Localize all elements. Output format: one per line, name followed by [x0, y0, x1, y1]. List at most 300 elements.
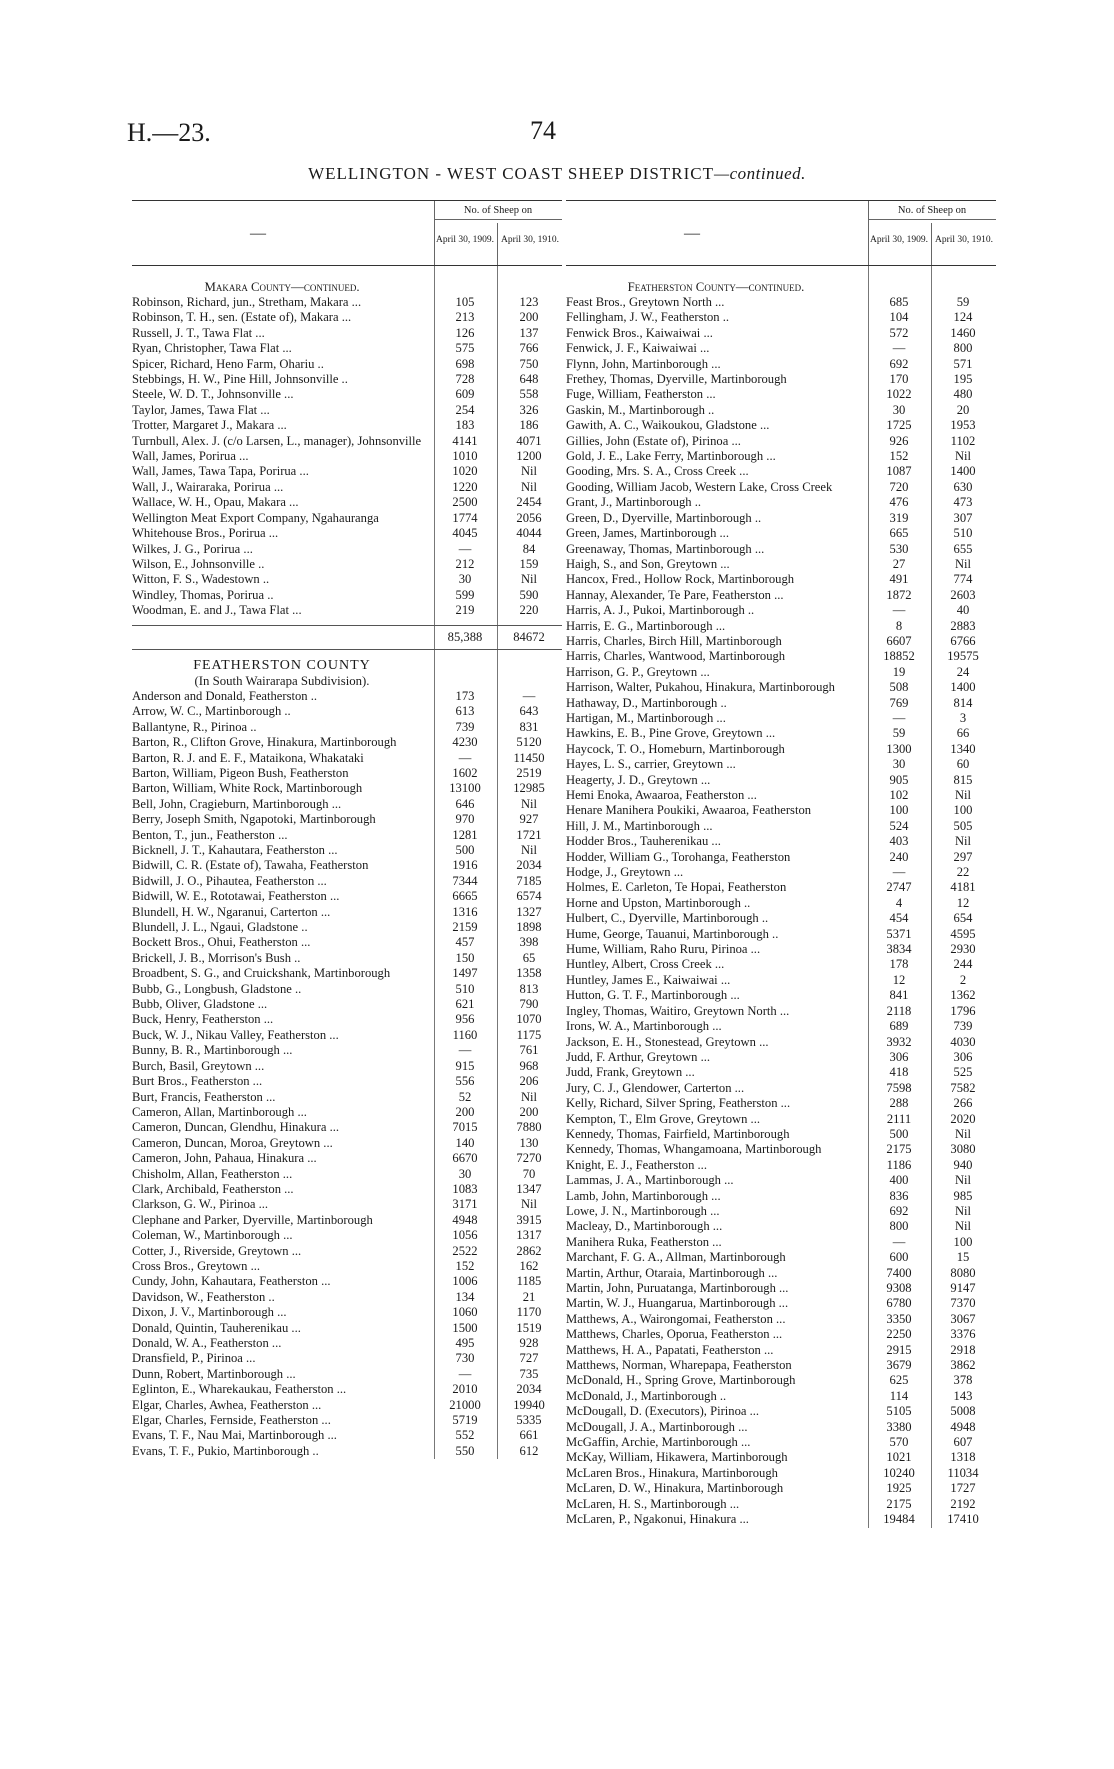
owner-name: Judd, F. Arthur, Greytown ...	[566, 1049, 711, 1064]
table-row	[132, 1197, 562, 1212]
sheep-1909: 21000	[449, 1397, 481, 1412]
sheep-1910: 220	[519, 603, 539, 618]
sheep-1910: 654	[953, 911, 973, 926]
sheep-1909: 508	[889, 680, 909, 695]
sheep-1909: 720	[889, 479, 909, 494]
table-row	[132, 1351, 562, 1366]
owner-name: Matthews, Charles, Oporua, Featherston ...	[566, 1327, 783, 1342]
sheep-1910: 2192	[950, 1496, 976, 1511]
owner-name: Green, James, Martinborough ...	[566, 526, 729, 541]
table-row	[132, 511, 562, 526]
owner-name: Eglinton, E., Wharekaukau, Featherston ...	[132, 1382, 347, 1397]
sheep-1909: 2522	[452, 1243, 478, 1258]
sheep-1910: 1200	[516, 449, 542, 464]
sheep-1909: 18852	[883, 649, 915, 664]
sheep-1910: 6766	[950, 633, 976, 648]
owner-name: Clark, Archibald, Featherston ...	[132, 1181, 294, 1196]
sheep-1909: 457	[455, 935, 475, 950]
header-dash: —	[684, 225, 700, 242]
table-row	[566, 1158, 996, 1173]
owner-name: Wall, James, Tawa Tapa, Porirua ...	[132, 464, 309, 479]
owner-name: Hannay, Alexander, Te Pare, Featherston ...	[566, 587, 784, 602]
total-1910: 84672	[513, 629, 545, 644]
sheep-1910: 266	[953, 1096, 973, 1111]
owner-name: Matthews, H. A., Papatati, Featherston ...	[566, 1342, 774, 1357]
header-no-of-sheep: No. of Sheep on	[868, 205, 996, 220]
owner-name: Cameron, John, Pahaua, Hinakura ...	[132, 1151, 317, 1166]
owner-name: Anderson and Donald, Featherston ..	[132, 688, 318, 703]
sheep-1909: 213	[455, 310, 475, 325]
sheep-1910: 11450	[513, 750, 545, 765]
owner-name: Kempton, T., Elm Grove, Greytown ...	[566, 1111, 761, 1126]
table-row	[132, 874, 562, 889]
sheep-1909: 152	[455, 1258, 475, 1273]
sheep-1909: 1186	[886, 1157, 912, 1172]
owner-name: Donald, Quintin, Tauherenikau ...	[132, 1320, 301, 1335]
sheep-1910: Nil	[520, 479, 538, 494]
sheep-1910: 800	[953, 341, 973, 356]
sheep-1909: 2500	[452, 495, 478, 510]
owner-name: Wellington Meat Export Company, Ngahauranga	[132, 510, 379, 525]
sheep-1909: 1083	[452, 1181, 478, 1196]
table-row	[132, 797, 562, 812]
table-row	[132, 720, 562, 735]
table-row	[132, 689, 562, 704]
table-row	[566, 480, 996, 495]
sheep-1909: 6607	[886, 633, 912, 648]
owner-name: Horne and Upston, Martinborough ..	[566, 895, 751, 910]
owner-name: Fellingham, J. W., Featherston ..	[566, 310, 730, 325]
sheep-1909: 728	[455, 372, 475, 387]
owner-name: Holmes, E. Carleton, Te Hopai, Featherston	[566, 880, 787, 895]
owner-name: Cross Bros., Greytown ...	[132, 1258, 261, 1273]
sheep-1910: 739	[953, 1019, 973, 1034]
table-row	[566, 788, 996, 803]
table-row	[566, 911, 996, 926]
owner-name: Fenwick Bros., Kaiwaiwai ...	[566, 325, 713, 340]
owner-name: Hartigan, M., Martinborough ...	[566, 710, 726, 725]
table-row	[132, 1444, 562, 1459]
owner-name: Jackson, E. H., Stonestead, Greytown ...	[566, 1034, 769, 1049]
owner-name: McLaren Bros., Hinakura, Martinborough	[566, 1465, 778, 1480]
sheep-1909: 12	[892, 972, 906, 987]
owner-name: McLaren, D. W., Hinakura, Martinborough	[566, 1481, 784, 1496]
table-row	[566, 357, 996, 372]
owner-name: Burch, Basil, Greytown ...	[132, 1058, 265, 1073]
sheep-1909: 836	[889, 1188, 909, 1203]
sheep-1909: 30	[458, 572, 472, 587]
owner-name: Bicknell, J. T., Kahautara, Featherston ...	[132, 843, 338, 857]
table-row	[566, 619, 996, 634]
sheep-1909: 1010	[452, 449, 478, 464]
owner-name: Wall, James, Porirua ...	[132, 449, 249, 464]
table-row	[132, 341, 562, 356]
owner-name: Trotter, Margaret J., Makara ...	[132, 418, 287, 433]
sheep-1910: 2603	[950, 587, 976, 602]
sheep-1910: 40	[956, 603, 970, 618]
table-row	[566, 711, 996, 726]
sheep-1909: 692	[889, 1203, 909, 1218]
table-row	[566, 295, 996, 310]
section-heading-featherston: FEATHERSTON COUNTY	[193, 657, 371, 673]
owner-name: Harris, A. J., Pukoi, Martinborough ..	[566, 603, 755, 618]
sheep-1909: 552	[455, 1428, 475, 1443]
owner-name: Wall, J., Wairaraka, Porirua ...	[132, 479, 284, 494]
table-row	[132, 1367, 562, 1382]
owner-name: McDougall, D. (Executors), Pirinoa ...	[566, 1404, 760, 1419]
sheep-1909: 1602	[452, 765, 478, 780]
table-row	[132, 1059, 562, 1074]
owner-name: Bubb, G., Longbush, Gladstone ..	[132, 981, 302, 996]
table-row	[132, 982, 562, 997]
sheep-1909: 1160	[452, 1027, 478, 1042]
table-row	[132, 1259, 562, 1274]
owner-name: Matthews, A., Wairongomai, Featherston ...	[566, 1311, 786, 1326]
sheep-1909: 4045	[452, 526, 478, 541]
sheep-1909: 1220	[452, 479, 478, 494]
table-row	[566, 1142, 996, 1157]
sheep-1910: 8080	[950, 1265, 976, 1280]
sheep-1910: Nil	[520, 572, 538, 587]
owner-name: Cundy, John, Kahautara, Featherston ...	[132, 1274, 331, 1289]
table-row	[566, 341, 996, 356]
table-row	[566, 896, 996, 911]
sheep-1909: 2175	[886, 1496, 912, 1511]
owner-name: Heagerty, J. D., Greytown ...	[566, 772, 711, 787]
sheep-1909: 2175	[886, 1142, 912, 1157]
owner-name: Woodman, E. and J., Tawa Flat ...	[132, 603, 302, 618]
sheep-1910: 5120	[516, 735, 542, 750]
table-row	[132, 542, 562, 557]
owner-name: Haigh, S., and Son, Greytown ...	[566, 556, 730, 571]
total-row	[132, 625, 562, 650]
sheep-1910: Nil	[954, 449, 972, 464]
sheep-1910: 2056	[516, 510, 542, 525]
owner-name: Hume, George, Tauanui, Martinborough ..	[566, 926, 779, 941]
table-row	[132, 310, 562, 325]
table-row	[566, 726, 996, 741]
sheep-1910: 1318	[950, 1450, 976, 1465]
sheep-1910: 100	[953, 1234, 973, 1249]
sheep-1909: 609	[455, 387, 475, 402]
table-row	[132, 1228, 562, 1243]
table-row	[132, 997, 562, 1012]
owner-name: Davidson, W., Featherston ..	[132, 1289, 275, 1304]
owner-name: Robinson, Richard, jun., Stretham, Makara ...	[132, 295, 362, 309]
table-row	[132, 557, 562, 572]
sheep-1910: 928	[519, 1336, 539, 1350]
owner-name: Manihera Ruka, Featherston ...	[566, 1234, 722, 1249]
sheep-1910: 9147	[950, 1281, 976, 1295]
sheep-1909: 2118	[886, 1003, 912, 1018]
sheep-1910: 306	[953, 1049, 973, 1064]
table-row	[566, 634, 996, 649]
sheep-1910: 19575	[947, 649, 979, 664]
sheep-1910: 7270	[516, 1151, 542, 1166]
owner-name: Fenwick, J. F., Kaiwaiwai ...	[566, 341, 710, 356]
sheep-1909: 600	[889, 1250, 909, 1265]
sheep-1909: 800	[889, 1219, 909, 1234]
sheep-1910: Nil	[954, 1219, 972, 1234]
sheep-1909: 841	[889, 988, 909, 1003]
sheep-1910: 12	[956, 895, 970, 910]
owner-name: Dunn, Robert, Martinborough ...	[132, 1366, 296, 1381]
sheep-1909: 27	[892, 556, 906, 571]
left-table	[132, 200, 562, 1459]
table-row	[132, 1305, 562, 1320]
sheep-1910: 661	[519, 1428, 539, 1443]
table-row	[566, 988, 996, 1003]
table-row	[566, 803, 996, 818]
owner-name: Bell, John, Cragieburn, Martinborough ...	[132, 796, 342, 811]
owner-name: Huntley, James E., Kaiwaiwai ...	[566, 972, 731, 987]
sheep-1910: Nil	[520, 843, 538, 857]
owner-name: Hodder, William G., Torohanga, Featherston	[566, 849, 791, 864]
sheep-1910: 814	[953, 695, 973, 710]
sheep-1910: 2883	[950, 618, 976, 633]
table-row	[566, 1343, 996, 1358]
sheep-1909: 30	[892, 402, 906, 417]
sheep-1910: 11034	[947, 1465, 979, 1480]
table-row	[132, 1182, 562, 1197]
owner-name: Taylor, James, Tawa Flat ...	[132, 402, 270, 417]
sheep-1910: 1070	[516, 1012, 542, 1027]
sheep-1909: —	[458, 1366, 472, 1381]
sheep-1909: 575	[455, 341, 475, 356]
sheep-1910: 12985	[513, 781, 545, 796]
owner-name: Bidwill, W. E., Rototawai, Featherston ...	[132, 889, 340, 904]
owner-name: McKay, William, Hikawera, Martinborough	[566, 1450, 788, 1465]
sheep-1910: 60	[956, 757, 970, 772]
owner-name: Martin, Arthur, Otaraia, Martinborough ...	[566, 1265, 778, 1280]
table-row	[132, 735, 562, 750]
table-row	[132, 326, 562, 341]
table-row	[132, 603, 562, 618]
sheep-1910: Nil	[954, 556, 972, 571]
table-row	[566, 1035, 996, 1050]
table-row	[566, 526, 996, 541]
table-row	[132, 751, 562, 766]
sheep-1910: 1796	[950, 1003, 976, 1018]
sheep-1910: 1400	[950, 464, 976, 479]
owner-name: McDonald, J., Martinborough ..	[566, 1388, 727, 1403]
sheep-1909: 570	[889, 1435, 909, 1450]
owner-name: Hume, William, Raho Ruru, Pirinoa ...	[566, 942, 761, 957]
sheep-1910: 5008	[950, 1404, 976, 1419]
owner-name: Ingley, Thomas, Waitiro, Greytown North ...	[566, 1003, 790, 1018]
sheep-1909: 970	[455, 812, 475, 827]
sheep-1909: 240	[889, 849, 909, 864]
table-row	[132, 1090, 562, 1105]
table-row	[566, 1312, 996, 1327]
owner-name: Turnbull, Alex. J. (c/o Larsen, L., manager), Johnsonville	[132, 433, 422, 448]
sheep-1909: 173	[455, 688, 475, 703]
sheep-1909: 1497	[452, 966, 478, 981]
table-row	[132, 1290, 562, 1305]
sheep-1909: 1925	[886, 1481, 912, 1496]
sheep-1910: 968	[519, 1058, 539, 1073]
owner-name: McLaren, H. S., Martinborough ...	[566, 1496, 740, 1511]
sheep-1909: 3380	[886, 1419, 912, 1434]
owner-name: Cameron, Duncan, Moroa, Greytown ...	[132, 1135, 333, 1150]
sheep-1910: 1727	[950, 1481, 976, 1496]
owner-name: Blundell, H. W., Ngaranui, Carterton ...	[132, 904, 331, 919]
owner-name: Hemi Enoka, Awaaroa, Featherston ...	[566, 788, 757, 802]
owner-name: Lammas, J. A., Martinborough ...	[566, 1173, 734, 1188]
owner-name: Burt Bros., Featherston ...	[132, 1074, 263, 1089]
owner-name: Hulbert, C., Dyerville, Martinborough ..	[566, 911, 769, 926]
table-row	[132, 766, 562, 781]
table-row	[132, 464, 562, 479]
left-table-body	[132, 266, 562, 1459]
owner-name: Bidwill, C. R. (Estate of), Tawaha, Featherston	[132, 858, 369, 873]
sheep-1909: 739	[455, 719, 475, 734]
sheep-1910: 505	[953, 818, 973, 833]
sheep-1909: 219	[455, 603, 475, 618]
sheep-1909: —	[892, 865, 906, 880]
owner-name: Harris, Charles, Birch Hill, Martinborough	[566, 633, 782, 648]
sheep-1910: 571	[953, 356, 973, 371]
sheep-1909: 689	[889, 1019, 909, 1034]
owner-name: Arrow, W. C., Martinborough ..	[132, 704, 291, 719]
owner-name: Haycock, T. O., Homeburn, Martinborough	[566, 741, 785, 756]
sheep-1910: —	[522, 688, 536, 703]
sheep-1910: Nil	[520, 796, 538, 811]
table-row	[132, 295, 562, 310]
owner-name: Buck, Henry, Featherston ...	[132, 1012, 274, 1027]
sheep-1909: 905	[889, 772, 909, 787]
sheep-1910: 3067	[950, 1311, 976, 1326]
sheep-1909: 926	[889, 433, 909, 448]
sheep-1909: 3679	[886, 1358, 912, 1373]
table-row	[566, 403, 996, 418]
sheep-1909: 476	[889, 495, 909, 510]
sheep-1909: 319	[889, 510, 909, 525]
owner-name: Harrison, Walter, Pukahou, Hinakura, Martinborough	[566, 680, 835, 695]
sheep-1910: 2034	[516, 858, 542, 873]
section-heading: Featherston County—continued.	[627, 280, 805, 294]
sheep-1909: 1056	[452, 1228, 478, 1243]
sheep-1910: 100	[953, 803, 973, 818]
sheep-1910: 3376	[950, 1327, 976, 1342]
sheep-1910: Nil	[520, 1197, 538, 1212]
sheep-1910: 815	[953, 772, 973, 787]
sheep-1909: 30	[458, 1166, 472, 1181]
sheep-1909: 6780	[886, 1296, 912, 1311]
sheep-1909: 572	[889, 325, 909, 340]
table-row	[566, 1019, 996, 1034]
owner-name: Windley, Thomas, Porirua ..	[132, 587, 274, 602]
sheep-1909: 183	[455, 418, 475, 433]
owner-name: Gold, J. E., Lake Ferry, Martinborough ...	[566, 449, 776, 464]
sheep-1909: 956	[455, 1012, 475, 1027]
sheep-1909: 510	[455, 981, 475, 996]
sheep-1909: 4141	[452, 433, 478, 448]
owner-name: Marchant, F. G. A., Allman, Martinborough	[566, 1250, 786, 1265]
table-row	[566, 1112, 996, 1127]
table-row	[566, 942, 996, 957]
table-row	[566, 495, 996, 510]
table-row	[132, 1120, 562, 1135]
table-row	[566, 1173, 996, 1188]
sheep-1909: —	[458, 750, 472, 765]
sheep-1909: —	[458, 1043, 472, 1058]
sheep-1910: 630	[953, 479, 973, 494]
sheep-1909: —	[892, 710, 906, 725]
sheep-1909: 1281	[452, 827, 478, 842]
sheep-1910: 4030	[950, 1034, 976, 1049]
sheep-1910: 525	[953, 1065, 973, 1080]
sheep-1910: 766	[519, 341, 539, 356]
owner-name: Irons, W. A., Martinborough ...	[566, 1019, 722, 1034]
header-col-1910: April 30, 1910.	[934, 235, 994, 245]
sheep-1910: 66	[956, 726, 970, 741]
sheep-1910: 195	[953, 372, 973, 387]
table-row	[566, 1481, 996, 1496]
owner-name: Brickell, J. B., Morrison's Bush ..	[132, 950, 301, 965]
owner-name: Green, D., Dyerville, Martinborough ..	[566, 510, 762, 525]
sheep-1910: 3080	[950, 1142, 976, 1157]
table-row	[132, 1012, 562, 1027]
table-row	[566, 1358, 996, 1373]
sheep-1910: 2930	[950, 942, 976, 957]
owner-name: Fuge, William, Featherston ...	[566, 387, 716, 402]
owner-name: Gawith, A. C., Waikoukou, Gladstone ...	[566, 418, 770, 433]
owner-name: Clarkson, G. W., Pirinoa ...	[132, 1197, 269, 1212]
table-row	[566, 973, 996, 988]
header-col-1909: April 30, 1909.	[435, 235, 495, 245]
sheep-1910: 206	[519, 1074, 539, 1089]
sheep-1909: 491	[889, 572, 909, 587]
sheep-1910: 19940	[513, 1397, 545, 1412]
sheep-1910: 3	[959, 710, 967, 725]
table-row	[132, 526, 562, 541]
sheep-1909: 556	[455, 1074, 475, 1089]
owner-name: Gaskin, M., Martinborough ..	[566, 402, 715, 417]
sheep-1909: 454	[889, 911, 909, 926]
sheep-1909: 7598	[886, 1080, 912, 1095]
sheep-1910: 3862	[950, 1358, 976, 1373]
table-row	[132, 418, 562, 433]
table-row	[132, 1274, 562, 1289]
sheep-1910: 307	[953, 510, 973, 525]
owner-name: Elgar, Charles, Fernside, Featherston ...	[132, 1413, 331, 1428]
sheep-1909: 1020	[452, 464, 478, 479]
table-row	[566, 326, 996, 341]
table-row	[566, 834, 996, 849]
sheep-1910: 480	[953, 387, 973, 402]
table-row	[566, 1389, 996, 1404]
page-number: 74	[530, 116, 556, 145]
owner-name: Hancox, Fred., Hollow Rock, Martinborough	[566, 572, 795, 587]
table-row	[566, 850, 996, 865]
sheep-1910: 4044	[516, 526, 542, 541]
owner-name: Martin, John, Puruatanga, Martinborough ...	[566, 1281, 789, 1295]
sheep-1910: Nil	[954, 834, 972, 849]
owner-name: Spicer, Richard, Heno Farm, Ohariu ..	[132, 356, 324, 371]
right-table-header	[566, 200, 996, 266]
owner-name: Elgar, Charles, Awhea, Featherston ...	[132, 1397, 322, 1412]
sheep-1909: 915	[455, 1058, 475, 1073]
sheep-1909: —	[892, 1234, 906, 1249]
sheep-1910: 612	[519, 1443, 539, 1458]
owner-name: Macleay, D., Martinborough ...	[566, 1219, 723, 1234]
section-subheading: (In South Wairarapa Subdivision).	[194, 673, 370, 688]
sheep-1909: 530	[889, 541, 909, 556]
sheep-1910: 7185	[516, 873, 542, 888]
owner-name: Ballantyne, R., Pirinoa ..	[132, 719, 257, 734]
header-col-1909: April 30, 1909.	[869, 235, 929, 245]
